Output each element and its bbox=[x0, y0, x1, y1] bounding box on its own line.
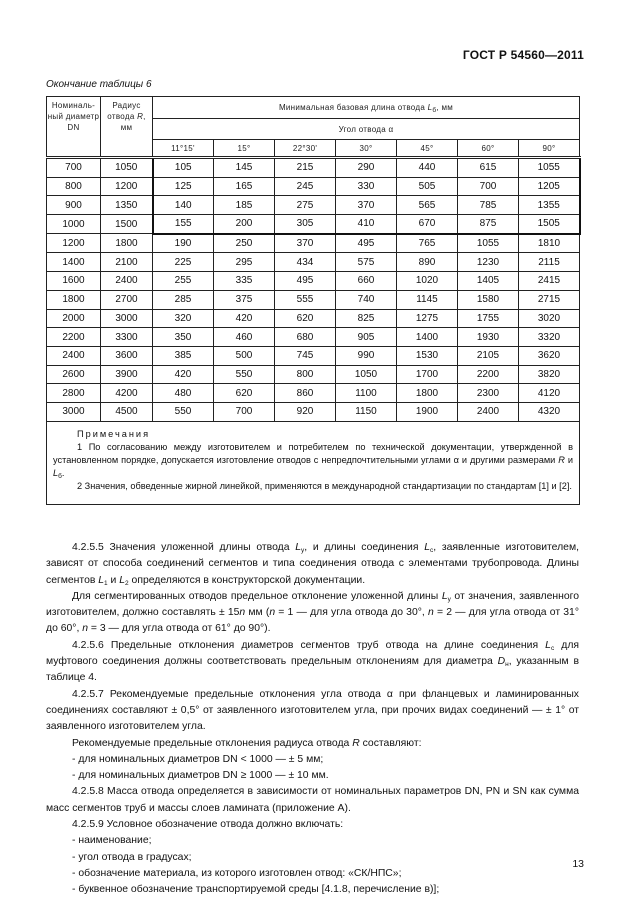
column-header-radius bbox=[101, 97, 153, 158]
cell-radius: 1350 bbox=[101, 196, 153, 215]
cell-length: 1275 bbox=[397, 309, 458, 328]
cell-length: 1205 bbox=[519, 177, 580, 196]
cell-length: 155 bbox=[153, 215, 214, 234]
column-header-base-length bbox=[153, 97, 580, 119]
subscript: с bbox=[430, 547, 434, 554]
math-symbol: n bbox=[82, 623, 88, 635]
cell-length: 385 bbox=[153, 346, 214, 365]
cell-length: 615 bbox=[458, 158, 519, 178]
math-symbol: L bbox=[427, 103, 433, 112]
cell-length: 4120 bbox=[519, 384, 580, 403]
cell-length: 1055 bbox=[519, 158, 580, 178]
cell-length: 3020 bbox=[519, 309, 580, 328]
text-segment: , и длины соединения bbox=[304, 542, 425, 553]
text-segment: , мм bbox=[120, 112, 146, 132]
cell-radius: 3000 bbox=[101, 309, 153, 328]
cell-length: 1810 bbox=[519, 234, 580, 253]
text-segment: = 1 — для угла отвода до 30°, bbox=[275, 607, 428, 619]
body-text bbox=[46, 540, 579, 899]
cell-dn: 1800 bbox=[47, 290, 101, 309]
cell-length: 700 bbox=[214, 402, 275, 421]
cell-length: 250 bbox=[214, 234, 275, 253]
cell-length: 2115 bbox=[519, 253, 580, 272]
cell-length: 375 bbox=[214, 290, 275, 309]
cell-length: 1580 bbox=[458, 290, 519, 309]
cell-length: 1800 bbox=[397, 384, 458, 403]
subscript: 1 bbox=[104, 579, 108, 587]
cell-length: 875 bbox=[458, 215, 519, 234]
cell-length: 550 bbox=[153, 402, 214, 421]
text-segment: 4.2.5.8 Масса отвода определяется в зависимости от номинальных параметров DN, PN и SN как сумма масс сегментов труб и массы слоев ламината (приложение А). bbox=[46, 786, 579, 814]
subscript: у bbox=[447, 595, 451, 603]
subscript: б bbox=[432, 107, 437, 114]
subscript: с bbox=[550, 644, 555, 652]
cell-length: 555 bbox=[275, 290, 336, 309]
cell-length: 410 bbox=[336, 215, 397, 234]
text-segment: - обозначение материала, из которого изготовлен отвод: «СК/НПС»; bbox=[72, 867, 402, 879]
cell-length: 420 bbox=[214, 309, 275, 328]
text-segment: определяются в конструкторской документации. bbox=[128, 574, 366, 586]
paragraph bbox=[46, 850, 579, 866]
notes-title: Примечания bbox=[77, 428, 151, 439]
cell-dn: 1000 bbox=[47, 215, 101, 234]
angle-header: 30° bbox=[336, 140, 397, 158]
math-symbol: R bbox=[352, 737, 360, 749]
paragraph bbox=[46, 589, 579, 638]
table-caption: Окончание таблицы 6 bbox=[46, 79, 152, 90]
cell-dn: 2400 bbox=[47, 346, 101, 365]
page-number: 13 bbox=[572, 858, 584, 870]
paragraph bbox=[46, 866, 579, 882]
cell-length: 480 bbox=[153, 384, 214, 403]
cell-length: 1150 bbox=[336, 402, 397, 421]
paragraph bbox=[46, 736, 579, 752]
cell-length: 1230 bbox=[458, 253, 519, 272]
cell-length: 495 bbox=[336, 234, 397, 253]
cell-length: 305 bbox=[275, 215, 336, 234]
paragraph bbox=[46, 638, 579, 687]
math-symbol: L bbox=[424, 542, 430, 553]
cell-radius: 2100 bbox=[101, 253, 153, 272]
cell-length: 1405 bbox=[458, 272, 519, 291]
text-segment: и bbox=[564, 455, 574, 466]
cell-length: 460 bbox=[214, 328, 275, 347]
angle-header: 90° bbox=[519, 140, 580, 158]
cell-length: 1050 bbox=[336, 365, 397, 384]
table-row bbox=[47, 272, 580, 291]
cell-length: 550 bbox=[214, 365, 275, 384]
cell-length: 1055 bbox=[458, 234, 519, 253]
cell-length: 4320 bbox=[519, 402, 580, 421]
cell-length: 1755 bbox=[458, 309, 519, 328]
angle-header: 15° bbox=[214, 140, 275, 158]
cell-length: 1100 bbox=[336, 384, 397, 403]
table-notes bbox=[47, 421, 580, 504]
text-segment: - наименование; bbox=[72, 835, 152, 847]
text-segment: для муфтового соединения должны соответствовать предельным отклонениям для диаметра bbox=[46, 639, 580, 668]
note-1 bbox=[53, 441, 573, 481]
math-symbol: R bbox=[558, 455, 565, 466]
cell-length: 2105 bbox=[458, 346, 519, 365]
cell-length: 825 bbox=[336, 309, 397, 328]
cell-length: 1400 bbox=[397, 328, 458, 347]
cell-length: 255 bbox=[153, 272, 214, 291]
cell-dn: 1600 bbox=[47, 272, 101, 291]
cell-length: 420 bbox=[153, 365, 214, 384]
math-symbol: L bbox=[295, 542, 301, 553]
cell-dn: 1400 bbox=[47, 253, 101, 272]
table-row bbox=[47, 309, 580, 328]
cell-length: 660 bbox=[336, 272, 397, 291]
document-header: ГОСТ Р 54560—2011 bbox=[462, 48, 584, 62]
math-symbol: n bbox=[239, 607, 246, 619]
math-symbol: L bbox=[98, 574, 105, 586]
cell-length: 670 bbox=[397, 215, 458, 234]
cell-length: 765 bbox=[397, 234, 458, 253]
cell-dn: 2200 bbox=[47, 328, 101, 347]
cell-radius: 2400 bbox=[101, 272, 153, 291]
table-row bbox=[47, 346, 580, 365]
math-symbol: n bbox=[269, 607, 276, 619]
angle-header: 45° bbox=[397, 140, 458, 158]
text-segment: - буквенное обозначение транспортируемой среды [4.1.8, перечисление в)]; bbox=[72, 884, 440, 896]
cell-length: 125 bbox=[153, 177, 214, 196]
table-row bbox=[47, 253, 580, 272]
cell-length: 145 bbox=[214, 158, 275, 178]
cell-length: 1145 bbox=[397, 290, 458, 309]
cell-length: 1700 bbox=[397, 365, 458, 384]
text-segment: 4.2.5.6 Предельные отклонения диаметров сегментов труб отвода на длине соединения bbox=[72, 639, 546, 651]
cell-dn: 800 bbox=[47, 177, 101, 196]
subscript: н bbox=[505, 661, 509, 669]
cell-length: 200 bbox=[214, 215, 275, 234]
text-segment: 4.2.5.5 Значения уложенной длины отвода bbox=[72, 542, 296, 553]
table-row bbox=[47, 384, 580, 403]
cell-radius: 1050 bbox=[101, 158, 153, 178]
text-segment: Для сегментированных отводов предельное отклонение уложенной длины bbox=[72, 590, 442, 602]
text-segment: Радиус отвода bbox=[107, 101, 141, 121]
table-row bbox=[47, 196, 580, 215]
text-segment: 1 По согласованию между изготовителем и потребителем по технической документации, утвержденной в установленном порядке, допускается изготовление отводов с непредпочтительными углами α и другими размерами bbox=[53, 441, 574, 466]
paragraph bbox=[46, 784, 579, 817]
cell-length: 185 bbox=[214, 196, 275, 215]
table-row bbox=[47, 215, 580, 234]
cell-length: 1505 bbox=[519, 215, 580, 234]
subscript: б bbox=[58, 473, 62, 481]
cell-length: 620 bbox=[214, 384, 275, 403]
math-symbol: L bbox=[53, 468, 59, 479]
text-segment: 2 Значения, обведенные жирной линейкой, применяются в международной стандартизации по стандартам [1] и [2]. bbox=[77, 481, 572, 492]
cell-length: 575 bbox=[336, 253, 397, 272]
cell-radius: 3300 bbox=[101, 328, 153, 347]
text-segment: 4.2.5.9 Условное обозначение отвода должно включать: bbox=[72, 819, 344, 831]
cell-length: 3620 bbox=[519, 346, 580, 365]
paragraph bbox=[46, 817, 579, 833]
cell-radius: 4200 bbox=[101, 384, 153, 403]
cell-length: 495 bbox=[275, 272, 336, 291]
cell-length: 745 bbox=[275, 346, 336, 365]
math-symbol: L bbox=[119, 574, 126, 586]
cell-length: 565 bbox=[397, 196, 458, 215]
cell-radius: 2700 bbox=[101, 290, 153, 309]
cell-length: 3820 bbox=[519, 365, 580, 384]
cell-length: 275 bbox=[275, 196, 336, 215]
paragraph bbox=[46, 687, 579, 736]
cell-length: 990 bbox=[336, 346, 397, 365]
text-segment: , указанным в таблице 4. bbox=[46, 656, 579, 684]
cell-length: 290 bbox=[336, 158, 397, 178]
elbow-length-table bbox=[46, 96, 581, 505]
cell-length: 500 bbox=[214, 346, 275, 365]
cell-length: 330 bbox=[336, 177, 397, 196]
cell-length: 905 bbox=[336, 328, 397, 347]
cell-length: 1930 bbox=[458, 328, 519, 347]
subscript: 2 bbox=[125, 579, 129, 587]
cell-length: 105 bbox=[153, 158, 214, 178]
cell-length: 740 bbox=[336, 290, 397, 309]
table-row bbox=[47, 365, 580, 384]
text-segment: = 2 — для угла отвода от 31° до 60°, bbox=[46, 607, 579, 635]
cell-length: 680 bbox=[275, 328, 336, 347]
cell-length: 320 bbox=[153, 309, 214, 328]
cell-radius: 1500 bbox=[101, 215, 153, 234]
table-row bbox=[47, 177, 580, 196]
cell-length: 140 bbox=[153, 196, 214, 215]
cell-length: 225 bbox=[153, 253, 214, 272]
cell-length: 245 bbox=[275, 177, 336, 196]
table-row bbox=[47, 328, 580, 347]
cell-dn: 2600 bbox=[47, 365, 101, 384]
cell-length: 440 bbox=[397, 158, 458, 178]
cell-dn: 2000 bbox=[47, 309, 101, 328]
cell-length: 800 bbox=[275, 365, 336, 384]
cell-length: 505 bbox=[397, 177, 458, 196]
paragraph bbox=[46, 752, 579, 768]
note-2 bbox=[53, 480, 573, 493]
text-segment: Рекомендуемые предельные отклонения радиуса отвода bbox=[72, 737, 353, 749]
cell-dn: 900 bbox=[47, 196, 101, 215]
cell-length: 1900 bbox=[397, 402, 458, 421]
cell-length: 1355 bbox=[519, 196, 580, 215]
table-row bbox=[47, 402, 580, 421]
column-header-dn: Номиналь-ный диаметр DN bbox=[47, 97, 101, 158]
cell-dn: 1200 bbox=[47, 234, 101, 253]
text-segment: . bbox=[61, 468, 65, 479]
cell-length: 700 bbox=[458, 177, 519, 196]
cell-radius: 1800 bbox=[101, 234, 153, 253]
text-segment: и bbox=[107, 574, 120, 586]
angle-header: 22°30' bbox=[275, 140, 336, 158]
cell-length: 785 bbox=[458, 196, 519, 215]
math-symbol: D bbox=[497, 656, 506, 668]
paragraph bbox=[46, 833, 579, 849]
angle-header: 60° bbox=[458, 140, 519, 158]
text-segment: - для номинальных диаметров DN ≥ 1000 — ± 10 мм. bbox=[72, 770, 329, 782]
text-segment: составляют: bbox=[359, 737, 422, 749]
cell-length: 2400 bbox=[458, 402, 519, 421]
cell-length: 3320 bbox=[519, 328, 580, 347]
cell-length: 215 bbox=[275, 158, 336, 178]
cell-radius: 3900 bbox=[101, 365, 153, 384]
cell-radius: 1200 bbox=[101, 177, 153, 196]
cell-dn: 3000 bbox=[47, 402, 101, 421]
text-segment: - для номинальных диаметров DN < 1000 — ± 5 мм; bbox=[72, 753, 324, 765]
cell-length: 190 bbox=[153, 234, 214, 253]
paragraph bbox=[46, 882, 579, 898]
cell-length: 890 bbox=[397, 253, 458, 272]
cell-length: 2715 bbox=[519, 290, 580, 309]
text-segment: , заявленные изготовителем, зависят от способа соединений сегментов и типа соединения отвода с элементами трубопровода. Длины сегментов bbox=[46, 542, 579, 586]
table-row bbox=[47, 158, 580, 178]
cell-dn: 700 bbox=[47, 158, 101, 178]
cell-length: 370 bbox=[275, 234, 336, 253]
text-segment: 4.2.5.7 Рекомендуемые предельные отклонения угла отвода α при фланцевых и ламинированных соединениях составляют ± 0,5° от заявленного изготовителем угла, при прочих видах соединений — ± 1° от заявленного изготовителем угла. bbox=[46, 688, 579, 733]
cell-length: 1020 bbox=[397, 272, 458, 291]
paragraph bbox=[46, 768, 579, 784]
cell-length: 335 bbox=[214, 272, 275, 291]
cell-length: 920 bbox=[275, 402, 336, 421]
column-header-angle: Угол отвода α bbox=[153, 119, 580, 140]
cell-length: 620 bbox=[275, 309, 336, 328]
cell-radius: 3600 bbox=[101, 346, 153, 365]
table-row bbox=[47, 234, 580, 253]
text-segment: мм ( bbox=[245, 607, 270, 619]
cell-length: 2415 bbox=[519, 272, 580, 291]
cell-length: 165 bbox=[214, 177, 275, 196]
math-symbol: L bbox=[441, 590, 448, 602]
text-segment: - угол отвода в градусах; bbox=[72, 851, 192, 863]
cell-length: 2300 bbox=[458, 384, 519, 403]
cell-length: 2200 bbox=[458, 365, 519, 384]
text-segment: = 3 — для угла отвода от 61° до 90°). bbox=[88, 623, 271, 635]
cell-length: 370 bbox=[336, 196, 397, 215]
angle-header: 11°15' bbox=[153, 140, 214, 158]
cell-length: 285 bbox=[153, 290, 214, 309]
subscript: у bbox=[301, 547, 305, 554]
table-row bbox=[47, 290, 580, 309]
paragraph bbox=[46, 540, 579, 589]
text-segment: от значения, заявленного изготовителем, должно составлять ± 15 bbox=[46, 590, 579, 619]
cell-length: 295 bbox=[214, 253, 275, 272]
cell-dn: 2800 bbox=[47, 384, 101, 403]
cell-radius: 4500 bbox=[101, 402, 153, 421]
math-symbol: R bbox=[137, 112, 144, 121]
cell-length: 350 bbox=[153, 328, 214, 347]
math-symbol: L bbox=[545, 639, 551, 651]
cell-length: 434 bbox=[275, 253, 336, 272]
text-segment: Минимальная базовая длина отвода bbox=[278, 103, 428, 112]
math-symbol: n bbox=[427, 607, 434, 619]
cell-length: 860 bbox=[275, 384, 336, 403]
cell-length: 1530 bbox=[397, 346, 458, 365]
text-segment: , мм bbox=[436, 103, 454, 112]
